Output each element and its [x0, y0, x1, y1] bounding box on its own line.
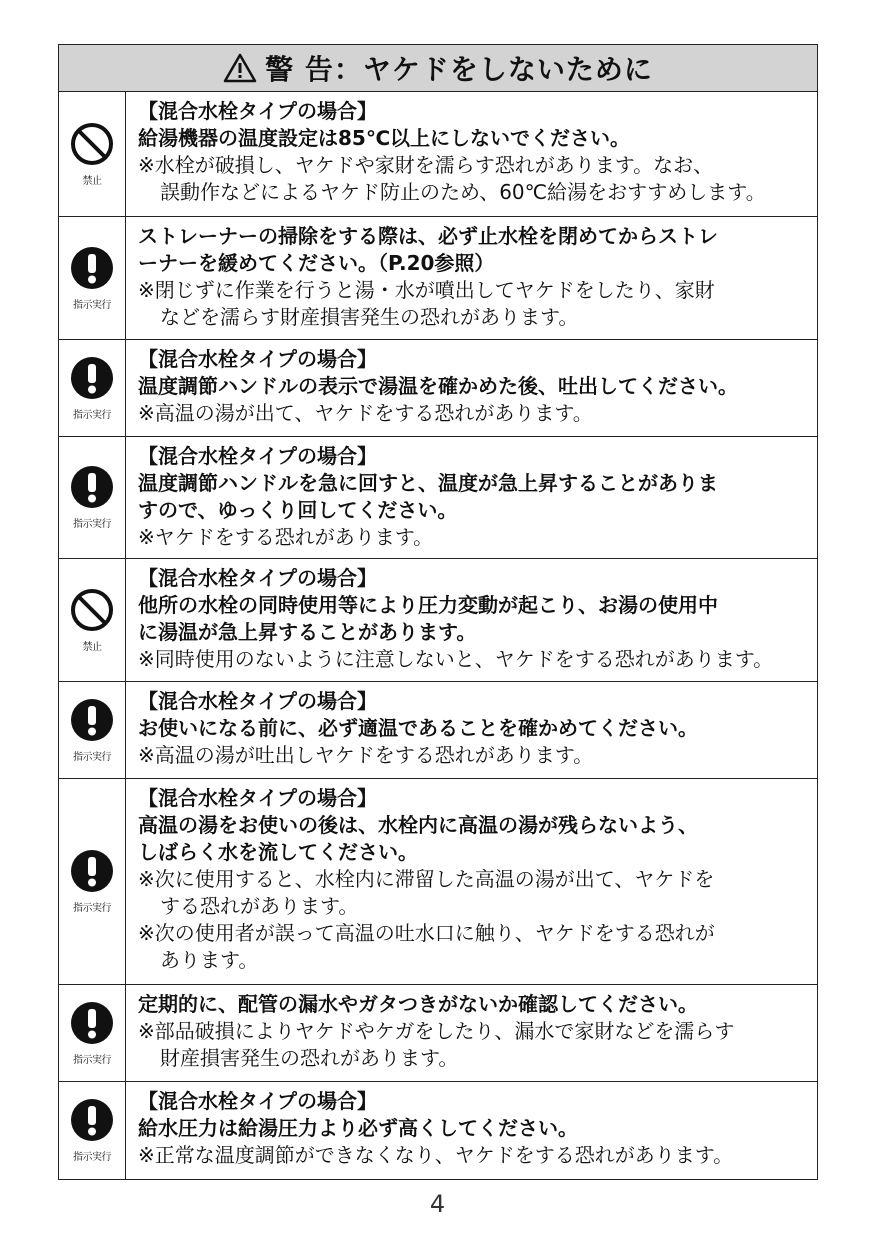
warning-row [59, 682, 817, 779]
note-text: ※同時使用のないように注意しないと、ヤケドをする恐れがあります。 [138, 647, 774, 671]
instruction-text: 定期的に、配管の漏水やガタつきがないか確認してください。 [138, 992, 698, 1016]
mandatory-icon [70, 849, 114, 897]
note-text: ※次に使用すると、水栓内に滞留した高温の湯が出て、ヤケドを [138, 867, 715, 891]
instruction-text: 給湯機器の温度設定は85℃以上にしないでください。 [138, 126, 631, 150]
instruction-text: 【混合水栓タイプの場合】 [138, 99, 377, 123]
note-text: 財産損害発生の恐れがあります。 [160, 1046, 459, 1070]
icon-label: 指示実行 [73, 409, 111, 421]
row-text-cell [126, 92, 817, 216]
icon-label: 禁止 [82, 641, 102, 653]
prohibited-icon [70, 122, 114, 170]
icon-label: 指示実行 [73, 1054, 111, 1066]
warning-row [59, 217, 817, 340]
note-text: ※高温の湯が出て、ヤケドをする恐れがあります。 [138, 401, 593, 425]
row-text-cell [126, 1082, 817, 1179]
instruction-text: 【混合水栓タイプの場合】 [138, 1089, 377, 1113]
mandatory-icon [70, 1001, 114, 1049]
warning-row [59, 985, 817, 1082]
row-icon-cell [59, 985, 126, 1081]
note-text: ※閉じずに作業を行うと湯・水が噴出してヤケドをしたり、家財 [138, 278, 715, 302]
row-icon-cell [59, 217, 126, 339]
row-text-cell [126, 437, 817, 558]
mandatory-icon [70, 356, 114, 404]
row-text-cell [126, 340, 817, 436]
warning-row [59, 779, 817, 985]
note-text: ※水栓が破損し、ヤケドや家財を濡らす恐れがあります。なお、 [138, 153, 714, 177]
note-text: ※正常な温度調節ができなくなり、ヤケドをする恐れがあります。 [138, 1143, 734, 1167]
mandatory-icon [70, 698, 114, 746]
instruction-text: 【混合水栓タイプの場合】 [138, 444, 377, 468]
note-text: ※部品破損によりヤケドやケガをしたり、漏水で家財などを濡らす [138, 1019, 735, 1043]
instruction-text: しばらく水を流してください。 [138, 840, 418, 864]
icon-label: 指示実行 [73, 903, 111, 914]
instruction-text: 【混合水栓タイプの場合】 [138, 566, 377, 590]
row-text-cell [126, 682, 817, 778]
instruction-text: 【混合水栓タイプの場合】 [138, 786, 377, 810]
warning-row [59, 92, 817, 217]
warning-title: 警 告：ヤケドをしないために [265, 53, 653, 86]
icon-label: 指示実行 [73, 299, 111, 311]
icon-label: 指示実行 [73, 751, 111, 763]
row-text-cell [126, 217, 817, 339]
mandatory-icon [70, 465, 114, 513]
instruction-text: 温度調節ハンドルの表示で湯温を確かめた後、吐出してください。 [138, 374, 738, 398]
row-icon-cell [59, 340, 126, 436]
warning-row [59, 340, 817, 437]
note-text: する恐れがあります。 [160, 894, 359, 918]
note-text: ※ヤケドをする恐れがあります。 [138, 525, 434, 549]
instruction-text: に湯温が急上昇することがあります。 [138, 620, 477, 644]
warning-header [59, 45, 817, 92]
page-number: 4 [429, 1190, 446, 1218]
icon-label: 指示実行 [73, 519, 111, 530]
warning-rows [59, 92, 817, 1179]
row-icon-cell [59, 92, 126, 216]
mandatory-icon [70, 1098, 114, 1146]
row-text-cell [126, 559, 817, 681]
note-text: あります。 [160, 948, 259, 972]
note-text: 誤動作などによるヤケド防止のため、60℃給湯をおすすめします。 [160, 180, 766, 204]
row-text-cell [126, 985, 817, 1081]
row-icon-cell [59, 1082, 126, 1179]
prohibited-icon [70, 588, 114, 636]
warning-triangle-icon [223, 53, 257, 83]
warning-row [59, 1082, 817, 1179]
instruction-text: ストレーナーの掃除をする際は、必ず止水栓を閉めてからストレ [138, 224, 718, 248]
row-icon-cell [59, 682, 126, 778]
instruction-text: すので、ゆっくり回してください。 [138, 498, 458, 522]
icon-label: 禁止 [82, 175, 102, 187]
icon-label: 指示実行 [73, 1152, 111, 1163]
row-icon-cell [59, 437, 126, 558]
mandatory-icon [70, 246, 114, 294]
instruction-text: 給水圧力は給湯圧力より必ず高くしてください。 [138, 1116, 578, 1140]
row-text-cell [126, 779, 817, 984]
row-icon-cell [59, 559, 126, 681]
note-text: などを濡らす財産損害発生の恐れがあります。 [160, 305, 579, 329]
instruction-text: お使いになる前に、必ず適温であることを確かめてください。 [138, 716, 698, 740]
instruction-text: 温度調節ハンドルを急に回すと、温度が急上昇することがありま [138, 471, 718, 495]
instruction-text: 【混合水栓タイプの場合】 [138, 689, 377, 713]
warning-row [59, 437, 817, 559]
instruction-text: ーナーを緩めてください。（P.20参照） [138, 251, 495, 275]
instruction-text: 他所の水栓の同時使用等により圧力変動が起こり、お湯の使用中 [138, 593, 718, 617]
note-text: ※高温の湯が吐出しヤケドをする恐れがあります。 [138, 743, 594, 767]
warning-table [58, 44, 818, 1180]
instruction-text: 【混合水栓タイプの場合】 [138, 347, 377, 371]
row-icon-cell [59, 779, 126, 984]
warning-row [59, 559, 817, 682]
instruction-text: 高温の湯をお使いの後は、水栓内に高温の湯が残らないよう、 [138, 813, 698, 837]
note-text: ※次の使用者が誤って高温の吐水口に触り、ヤケドをする恐れが [138, 921, 715, 945]
